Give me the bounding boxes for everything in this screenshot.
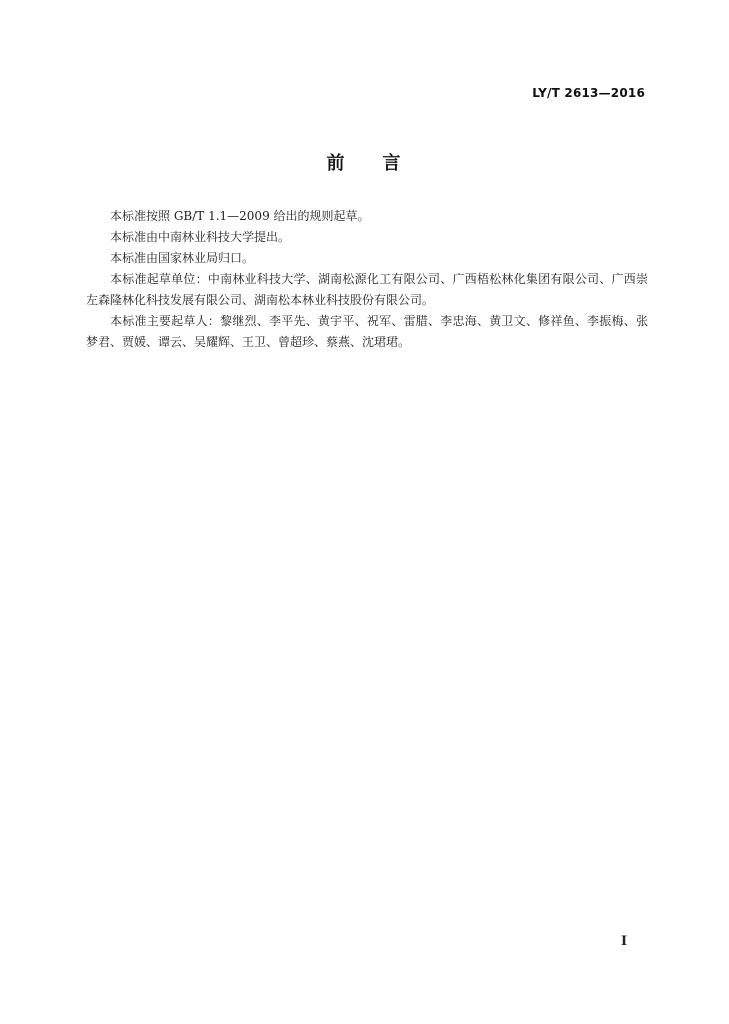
page-title: 前言 <box>326 153 439 174</box>
preface-body <box>86 206 648 353</box>
paragraph-drafters: 本标准主要起草人：黎继烈、李平先、黄宇平、祝军、雷腊、李忠海、黄卫文、修祥鱼、李振梅、张梦君、贾媛、谭云、吴耀辉、王卫、曾超珍、蔡燕、沈珺珺。 <box>86 314 648 349</box>
page-number: I <box>621 934 628 949</box>
standard-code: LY/T 2613—2016 <box>532 86 645 100</box>
paragraph-drafting-units: 本标准起草单位：中南林业科技大学、湖南松源化工有限公司、广西梧松林化集团有限公司、广西崇左森隆林化科技发展有限公司、湖南松本林业科技股份有限公司。 <box>86 272 648 307</box>
paragraph-administrator: 本标准由国家林业局归口。 <box>110 251 255 265</box>
paragraph-proposer: 本标准由中南林业科技大学提出。 <box>110 230 291 244</box>
paragraph-drafting-rules: 本标准按照 GB/T 1.1—2009 给出的规则起草。 <box>110 209 370 223</box>
